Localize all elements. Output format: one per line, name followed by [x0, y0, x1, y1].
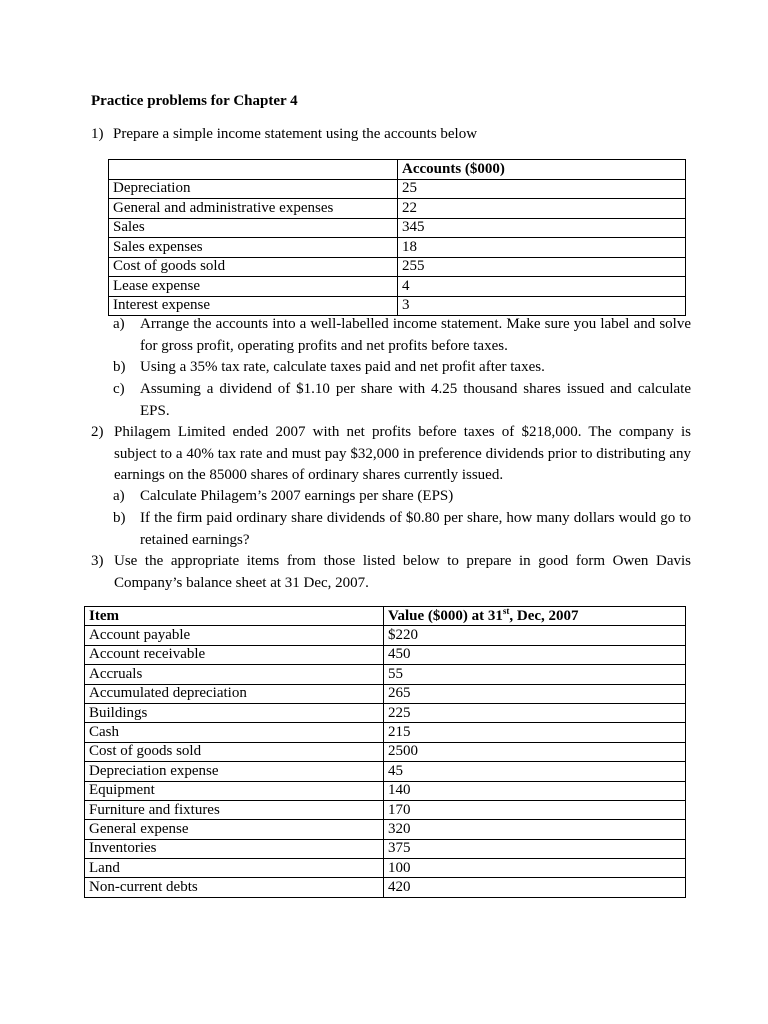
account-value: 18	[398, 238, 686, 258]
table-row	[109, 218, 686, 238]
table-header-item: Item	[85, 607, 384, 626]
account-name: Cost of goods sold	[109, 257, 398, 277]
part-text: If the firm paid ordinary share dividends of $0.80 per share, how many dollars would go to retained earnings?	[140, 510, 691, 548]
table-row	[85, 703, 686, 722]
header-value-text: Value ($000) at 31	[388, 607, 503, 624]
header-value-superscript: st	[502, 605, 510, 616]
table-row	[85, 800, 686, 819]
account-value: 25	[398, 179, 686, 199]
table-row	[85, 742, 686, 761]
item-value: 225	[384, 703, 686, 722]
question-2-part-b	[113, 508, 691, 551]
item-name: Non-current debts	[85, 878, 384, 897]
item-value: 215	[384, 723, 686, 742]
part-text: Calculate Philagem’s 2007 earnings per share (EPS)	[140, 488, 454, 504]
question-number: 3)	[91, 553, 104, 569]
part-label: b)	[113, 359, 126, 375]
balance-items-table	[84, 606, 686, 898]
page-title: Practice problems for Chapter 4	[91, 93, 298, 109]
question-1-part-b	[113, 357, 691, 379]
item-name: Account payable	[85, 626, 384, 645]
table-row	[85, 762, 686, 781]
table-row	[109, 277, 686, 297]
item-value: $220	[384, 626, 686, 645]
item-name: Cost of goods sold	[85, 742, 384, 761]
part-label: c)	[113, 381, 125, 397]
account-name: General and administrative expenses	[109, 199, 398, 219]
table-row	[85, 878, 686, 897]
account-name: Sales expenses	[109, 238, 398, 258]
item-value: 375	[384, 839, 686, 858]
question-3	[91, 551, 691, 594]
item-value: 450	[384, 645, 686, 664]
item-name: Land	[85, 859, 384, 878]
table-row	[85, 723, 686, 742]
question-number: 1)	[91, 126, 104, 142]
item-value: 100	[384, 859, 686, 878]
question-1	[91, 124, 691, 146]
item-name: Accumulated depreciation	[85, 684, 384, 703]
item-name: Cash	[85, 723, 384, 742]
part-text: Assuming a dividend of $1.10 per share with 4.25 thousand shares issued and calculate EPS.	[140, 381, 691, 419]
table-row	[85, 820, 686, 839]
table-row	[85, 839, 686, 858]
account-name: Interest expense	[109, 296, 398, 316]
item-name: Account receivable	[85, 645, 384, 664]
question-1-part-c	[113, 379, 691, 422]
item-value: 140	[384, 781, 686, 800]
item-value: 55	[384, 665, 686, 684]
part-label: b)	[113, 510, 126, 526]
table-row	[85, 626, 686, 645]
table-row	[109, 179, 686, 199]
part-text: Using a 35% tax rate, calculate taxes paid and net profit after taxes.	[140, 359, 545, 375]
account-value: 255	[398, 257, 686, 277]
account-value: 345	[398, 218, 686, 238]
item-value: 265	[384, 684, 686, 703]
table-header-cell	[109, 160, 398, 180]
part-label: a)	[113, 316, 125, 332]
item-value: 420	[384, 878, 686, 897]
item-name: Depreciation expense	[85, 762, 384, 781]
question-number: 2)	[91, 424, 104, 440]
table-row	[109, 257, 686, 277]
item-name: Buildings	[85, 703, 384, 722]
item-name: Equipment	[85, 781, 384, 800]
item-value: 2500	[384, 742, 686, 761]
header-value-suffix: , Dec, 2007	[509, 607, 579, 624]
table-row	[85, 684, 686, 703]
question-2-part-a	[113, 486, 691, 508]
table-header-value	[384, 607, 686, 626]
account-value: 22	[398, 199, 686, 219]
table-row	[85, 781, 686, 800]
table-row	[85, 665, 686, 684]
table-row	[109, 296, 686, 316]
question-text: Philagem Limited ended 2007 with net profits before taxes of $218,000. The company is subject to a 40% tax rate and must pay $32,000 in preference dividends prior to distributing any earnings on the 85000 shares of ordinary shares currently issued.	[114, 424, 691, 483]
account-name: Depreciation	[109, 179, 398, 199]
question-1-part-a	[113, 314, 691, 357]
item-value: 320	[384, 820, 686, 839]
part-text: Arrange the accounts into a well-labelled income statement. Make sure you label and solve for gross profit, operating profits and net profits before taxes.	[140, 316, 691, 354]
table-header-row	[85, 607, 686, 626]
item-value: 45	[384, 762, 686, 781]
table-header-cell: Accounts ($000)	[398, 160, 686, 180]
item-value: 170	[384, 800, 686, 819]
item-name: Inventories	[85, 839, 384, 858]
table-row	[85, 859, 686, 878]
item-name: Furniture and fixtures	[85, 800, 384, 819]
item-name: General expense	[85, 820, 384, 839]
account-name: Lease expense	[109, 277, 398, 297]
part-label: a)	[113, 488, 125, 504]
accounts-table	[108, 159, 686, 316]
account-value: 3	[398, 296, 686, 316]
item-name: Accruals	[85, 665, 384, 684]
question-text: Use the appropriate items from those listed below to prepare in good form Owen Davis Company’s balance sheet at 31 Dec, 2007.	[114, 553, 691, 591]
table-header-row	[109, 160, 686, 180]
account-value: 4	[398, 277, 686, 297]
table-row	[109, 199, 686, 219]
account-name: Sales	[109, 218, 398, 238]
table-row	[85, 645, 686, 664]
table-row	[109, 238, 686, 258]
question-text: Prepare a simple income statement using the accounts below	[113, 126, 478, 142]
question-2	[91, 422, 691, 487]
